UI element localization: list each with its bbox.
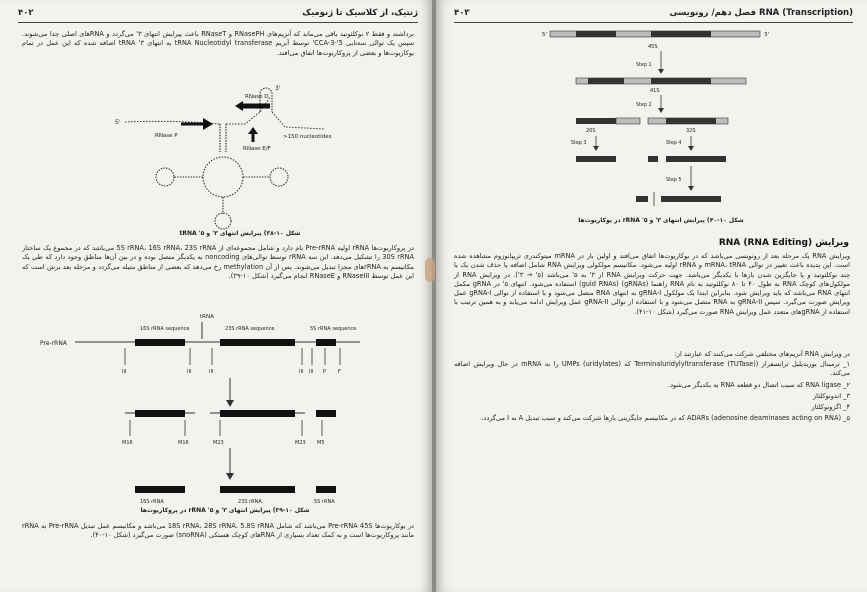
cut-label: III [187, 369, 192, 375]
fig-38-caption: شکل ۱۰-۳۸) پیرایش انتهای ۳' و ۵' tRNA [179, 230, 301, 237]
enzymes-intro: در ویرایش RNA آنزیم‌های مختلفی شرکت می‌کنند که عبارتند از: [674, 350, 850, 358]
binding-ring [425, 258, 435, 282]
seg-16s [135, 339, 185, 346]
three-prime-label: 3' [275, 85, 281, 92]
step-3: Step 3 [571, 141, 587, 146]
step-4: Step 4 [666, 141, 682, 146]
seg-23s-label: 23S rRNA sequence [225, 326, 275, 332]
eukaryote-rrna-diagram [536, 26, 786, 216]
seg-5s [316, 339, 336, 346]
trna-processing-diagram [95, 82, 355, 230]
step-2: Step 2 [636, 103, 652, 108]
cut-label: F [338, 369, 341, 375]
enzyme-item: ۳_ اندونوکلئاز [813, 391, 850, 400]
end3-label: 3' [764, 32, 770, 38]
left-page-header-title: ژنتیک، از کلاسیک تا ژنومیک [302, 8, 418, 18]
enzyme-list [454, 360, 850, 426]
left-bottom-paragraph: در یوکاریوت‌ها Pre-rRNA 45S می‌باشد که شامل 18S rRNA، 28S rRNA، 5.8S rRNA می‌باشد و مکانیسم عمل تبدیل Pre-rRNA به rRNA مانند پروکاریوت‌ها است و به کمک تعداد بسیاری از RNAهای کوچک هستکی (snoRNA) صورت می‌گیرد (شکل ۱۰-۴۰). [22, 522, 414, 540]
cut-label: P [323, 369, 327, 375]
m-label: M16 [122, 440, 133, 446]
cut-label: III [209, 369, 214, 375]
m-label: M16 [178, 440, 189, 446]
left-page [0, 0, 432, 592]
label-20s: 20S [586, 128, 596, 134]
label-41s: 41S [650, 88, 660, 94]
fig-40-caption: شکل ۱۰-۴۰) پیرایش انتهای ۳' و ۵' rRNA در یوکاریوت‌ها [578, 217, 744, 224]
right-page-header-title: فصل دهم/ رونویسی RNA (Transcription) [669, 8, 853, 18]
right-page [436, 0, 867, 592]
fig-39-caption: شکل ۱۰-۳۹) پیرایش انتهای ۳' و ۵' rRNA در پروکاریوت‌ها [140, 507, 310, 514]
prokaryote-rrna-diagram [40, 310, 390, 506]
right-page-header [454, 6, 853, 23]
left-middle-paragraph: در پروکاریوت‌ها rRNA اولیه Pre-rRNA نام دارد و شامل مجموعه‌ای از 5S rRNA، 16S rRNA، 23S rRNA می‌باشد که در مجموع یک ساختار 30S rRNA را تشکیل می‌دهد. این سه rRNA توسط توالی‌های noncoding به یکدیگر متصل بوده و در بین آن‌ها مناطق وجود دارد که طی یک مکانیسم به rRNAهای مجزا تبدیل می‌شوند. پس از آن methylation رخ می‌دهد که بعضی از مناطق متیله می‌گردد و مرحله بعد برش است که این عمل توسط RNaseIII و RNaseE انجام می‌گیرد (شکل ۱۰-۳۹). [22, 244, 414, 280]
final-5s-label: 5S rRNA [314, 499, 335, 505]
left-intro-paragraph: برداشته و فقط ۲ نوکلئوتید باقی می‌ماند که آنزیم‌های RNasePH و RNaseT باعث پیرایش انتهای ۳' می‌گردد و RNAهای اصلی جدا می‌شوند. سپس یک توالی سه‌تایی 5'-CCA-3' توسط آنزیم tRNA Nucleotidyl transferase به انتهای ۳' tRNA اضافه شده که این عمل در تمام یوکاریوت‌ها و بعضی از پروکاریوت‌ها اتفاق می‌افتد. [22, 30, 415, 57]
seg-23s [220, 339, 295, 346]
step-1: Step 1 [636, 63, 652, 68]
trna-label: tRNA [200, 314, 214, 320]
right-page-number: ۴۰۳ [454, 8, 470, 18]
enzyme-item: ۲_ RNA ligase که سبب اتصال دو قطعه RNA به یکدیگر می‌شود. [667, 380, 850, 389]
label-32s: 32S [686, 128, 696, 134]
seg-16s-label: 16S rRNA sequence [140, 326, 190, 332]
final-16s-label: 16S rRNA [140, 499, 164, 505]
final-23s-label: 23S rRNA [238, 499, 262, 505]
step-5: Step 5 [666, 178, 682, 183]
left-page-header [18, 6, 418, 23]
cut-label: III [309, 369, 314, 375]
seg-5s-label: 5S rRNA sequence [310, 326, 357, 332]
label-45s: 45S [648, 44, 658, 50]
rna-editing-paragraph: ویرایش RNA یک مرحله بعد از رونویسی می‌باشد که در یوکاریوت‌ها اتفاق می‌افتد و اولین بار در mRNA میتوکندری تریپانوزوم مشاهده شده است. این پدیده باعث تغییر در توالی mRNA، tRNA و rRNA اولیه می‌شود. مکانیسم مولکولی ویرایش RNA شامل اضافه یا حذف شدن یک یا چند نوکلئوتید و یا جایگزین شدن بازها با یکدیگر می‌باشد. جهت حرکت ویرایش RNA از ۳' به ۵' می‌باشد (۵' → ۳'). در ویرایش RNA از مولکول‌های کوچک RNA به طول ۴۰ تا ۸۰ نوکلئوتید به نام RNA راهنما (gRNAs) (guid RNAs) استفاده می‌شود. انتهای ۵' در gRNA مکمل انتهای RNA می‌باشد که باید ویرایش شود. بنابراین ابتدا یک مولکول gRNA-I به انتهای RNA متصل می‌شود و با استفاده از توالی gRNA-I عمل ویرایش صورت می‌گیرد. سپس gRNA-II به RNA متصل می‌شود و با استفاده از توالی gRNA-II عمل ویرایش ادامه می‌یابد و به همین ترتیب با استفاده از gRNAهای متعدد عمل ویرایش RNA صورت می‌گیرد (شکل ۱۰-۴۱). [454, 252, 851, 316]
cut-label: III [299, 369, 304, 375]
nucleotides-label: >150 nucleotides [283, 134, 332, 140]
rnase-ef-label: RNase E/F [243, 146, 271, 152]
enzyme-item: ۴_ اگزونوکلئاز [811, 403, 850, 412]
enzyme-item: ۱_ ترمینال یوریدیلیل ترانسفراز (Terminaluridylyltransferase (TUTase) که UMPs (uridylates) را به mRNA در حال ویرایش اضافه می‌کند. [454, 360, 850, 378]
m-label: M23 [295, 440, 306, 446]
rna-editing-title: ویرایش RNA (RNA Editing) [718, 238, 849, 248]
rnase-p-label: RNase P [155, 133, 178, 139]
enzyme-item: ۵_ ADARs (adenosine deaminases acting on RNA) که در مکانیسم جایگزینی بازها شرکت می‌کند و سبب تبدیل A به I می‌گردد. [481, 414, 850, 423]
rnase-d-label: RNase D [245, 94, 269, 100]
m-label: M5 [317, 440, 325, 446]
five-prime-label: 5' [115, 119, 121, 126]
left-page-number: ۴۰۲ [18, 8, 34, 18]
pre-rrna-label: Pre-rRNA [40, 340, 67, 347]
end5-label: 5' [542, 32, 548, 38]
m-label: M23 [213, 440, 224, 446]
cut-label: III [122, 369, 127, 375]
